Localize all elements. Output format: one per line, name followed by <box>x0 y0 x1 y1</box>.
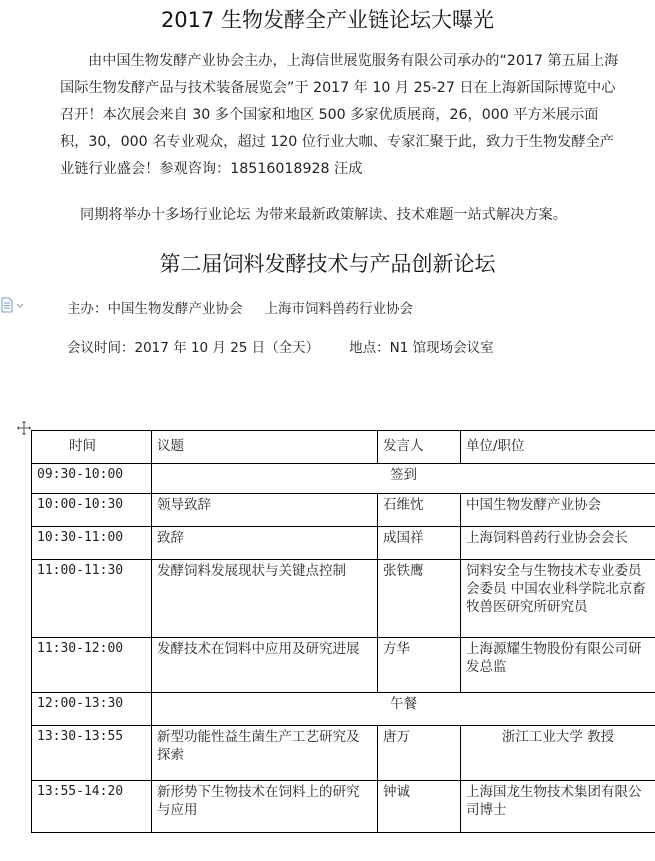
header-topic: 议题 <box>152 431 378 464</box>
cell-topic: 新型功能性益生菌生产工艺研究及探索 <box>152 726 378 781</box>
agenda-table <box>31 430 655 833</box>
cell-time: 10:00-10:30 <box>32 494 152 527</box>
cell-time: 13:30-13:55 <box>32 726 152 781</box>
cell-speaker: 石维忱 <box>378 494 461 527</box>
table-row <box>32 494 655 527</box>
organizers <box>67 297 413 317</box>
table-row <box>32 781 655 833</box>
move-handle-icon[interactable] <box>16 420 32 436</box>
cell-break: 签到 <box>152 464 655 494</box>
cell-org: 浙江工业大学 教授 <box>461 726 655 781</box>
cell-time: 12:00-13:30 <box>32 693 152 726</box>
cell-speaker: 成国祥 <box>378 527 461 560</box>
organizer-secondary: 上海市饲料兽药行业协会 <box>264 301 413 317</box>
cell-speaker: 方华 <box>378 638 461 693</box>
table-row <box>32 560 655 638</box>
document-icon[interactable] <box>0 297 24 313</box>
cell-time: 11:30-12:00 <box>32 638 152 693</box>
cell-org: 中国生物发酵产业协会 <box>461 494 655 527</box>
cell-speaker: 钟诚 <box>378 781 461 833</box>
table-row <box>32 464 655 494</box>
meeting-info <box>67 336 494 356</box>
page-title: 2017 生物发酵全产业链论坛大曝光 <box>160 8 495 32</box>
cell-org: 饲料安全与生物技术专业委员会委员 中国农业科学院北京畜牧兽医研究所研究员 <box>461 560 655 638</box>
cell-org: 上海饲料兽药行业协会会长 <box>461 527 655 560</box>
meeting-venue: 地点：N1 馆现场会议室 <box>349 340 494 356</box>
table-row <box>32 693 655 726</box>
cell-org: 上海国龙生物技术集团有限公司博士 <box>461 781 655 833</box>
meeting-date: 会议时间：2017 年 10 月 25 日（全天） <box>67 340 320 356</box>
forum-title: 第二届饲料发酵技术与产品创新论坛 <box>159 252 496 276</box>
header-speaker: 发言人 <box>378 431 461 464</box>
cell-time: 10:30-11:00 <box>32 527 152 560</box>
table-row <box>32 638 655 693</box>
table-row <box>32 726 655 781</box>
cell-time: 09:30-10:00 <box>32 464 152 494</box>
cell-topic: 发酵技术在饲料中应用及研究进展 <box>152 638 378 693</box>
cell-topic: 领导致辞 <box>152 494 378 527</box>
cell-org: 上海源耀生物股份有限公司研发总监 <box>461 638 655 693</box>
header-org: 单位/职位 <box>461 431 655 464</box>
header-time: 时间 <box>32 431 152 464</box>
cell-time: 11:00-11:30 <box>32 560 152 638</box>
cell-time: 13:55-14:20 <box>32 781 152 833</box>
table-row <box>32 527 655 560</box>
cell-speaker: 张铁鹰 <box>378 560 461 638</box>
cell-topic: 发酵饲料发展现状与关键点控制 <box>152 560 378 638</box>
intro-paragraph: 由中国生物发酵产业协会主办，上海信世展览服务有限公司承办的“2017 第五届上海国际生物发酵产品与技术装备展览会”于 2017 年 10 月 25-27 日在上海新国际博览中心召开！本次展会来自 30 多个国家和地区 500 多家优质展商，26，000 平方米展示面积，30，000 名专业观众，超过 120 位行业大咖、专家汇聚于此，致力于生物发酵全产业链行业盛会！参观咨询：18516018928 汪成 <box>60 53 619 177</box>
cell-topic: 新形势下生物技术在饲料上的研究与应用 <box>152 781 378 833</box>
cell-topic: 致辞 <box>152 527 378 560</box>
organizer-primary: 主办：中国生物发酵产业协会 <box>67 301 243 317</box>
table-header-row <box>32 431 655 464</box>
forum-note: 同期将举办十多场行业论坛 为带来最新政策解读、技术难题一站式解决方案。 <box>80 207 567 223</box>
cell-break: 午餐 <box>152 693 655 726</box>
cell-speaker: 唐万 <box>378 726 461 781</box>
